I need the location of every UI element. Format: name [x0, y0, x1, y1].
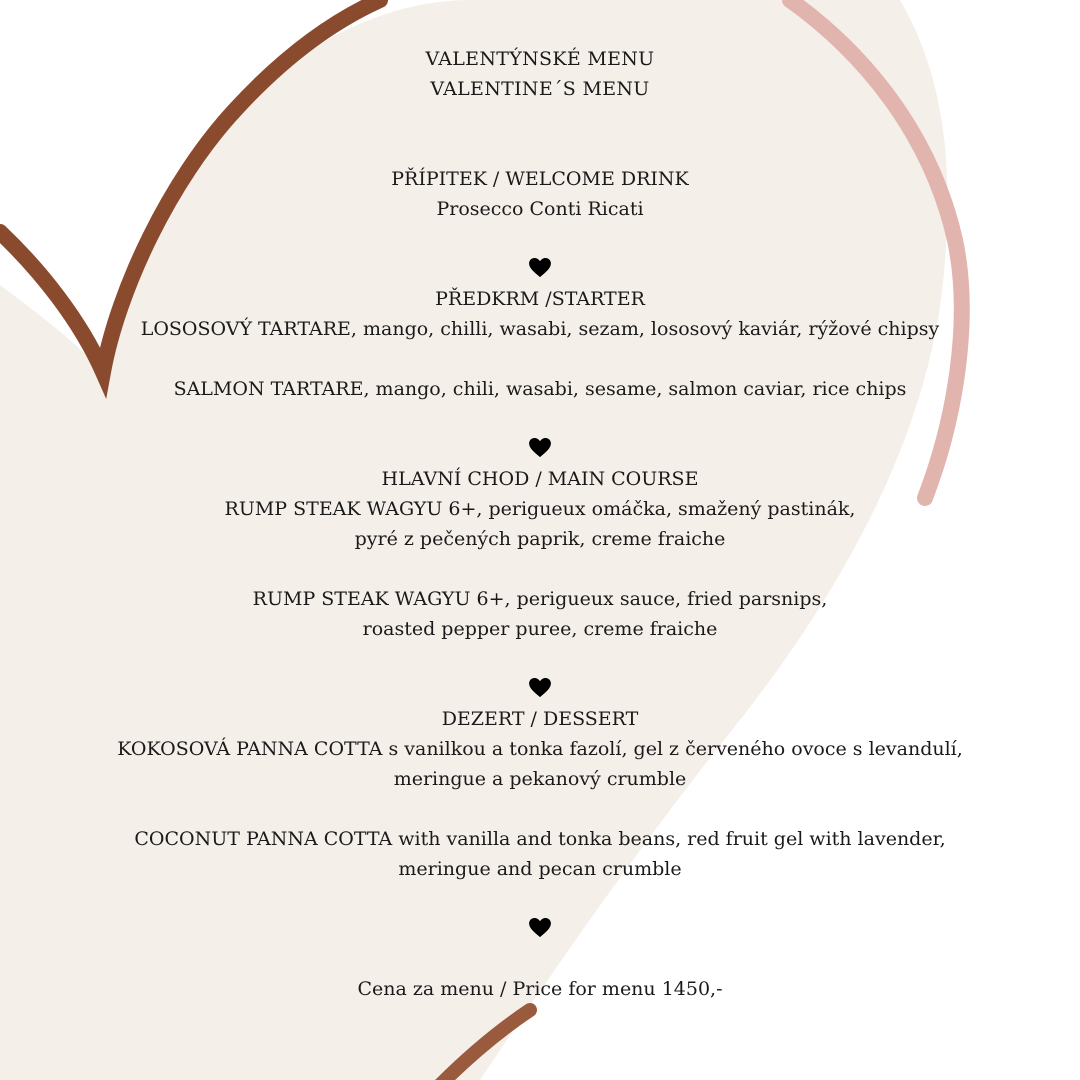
dessert-en-line-1: COCONUT PANNA COTTA with vanilla and tonka beans, red fruit gel with lavender,: [134, 828, 946, 850]
starter-cs: LOSOSOVÝ TARTARE, mango, chilli, wasabi, sezam, lososový kaviár, rýžové chipsy: [140, 318, 940, 340]
dessert-heading: DEZERT / DESSERT: [441, 708, 639, 730]
dessert-cs-line-1: KOKOSOVÁ PANNA COTTA s vanilkou a tonka fazolí, gel z červeného ovoce s levandulí,: [117, 738, 963, 760]
menu-title-cs: VALENTÝNSKÉ MENU: [425, 48, 655, 70]
starter-heading: PŘEDKRM /STARTER: [435, 288, 645, 310]
heart-icon: [529, 438, 551, 458]
main-cs-line-1: RUMP STEAK WAGYU 6+, perigueux omáčka, smažený pastinák,: [224, 498, 856, 520]
heart-icon: [529, 678, 551, 698]
dessert-cs-line-2: meringue a pekanový crumble: [393, 768, 687, 790]
menu-title-en: VALENTINE´S MENU: [430, 78, 650, 100]
menu-price: Cena za menu / Price for menu 1450,-: [357, 978, 723, 1000]
main-cs-line-2: pyré z pečených paprik, creme fraiche: [354, 528, 726, 550]
heart-icon: [529, 918, 551, 938]
starter-en: SALMON TARTARE, mango, chili, wasabi, sesame, salmon caviar, rice chips: [173, 378, 907, 400]
main-en-line-2: roasted pepper puree, creme fraiche: [362, 618, 718, 640]
main-heading: HLAVNÍ CHOD / MAIN COURSE: [381, 468, 699, 490]
main-en-line-1: RUMP STEAK WAGYU 6+, perigueux sauce, fried parsnips,: [252, 588, 828, 610]
welcome-heading: PŘÍPITEK / WELCOME DRINK: [391, 168, 689, 190]
dessert-en-line-2: meringue and pecan crumble: [398, 858, 682, 880]
welcome-item: Prosecco Conti Ricati: [436, 198, 644, 220]
heart-icon: [529, 258, 551, 278]
